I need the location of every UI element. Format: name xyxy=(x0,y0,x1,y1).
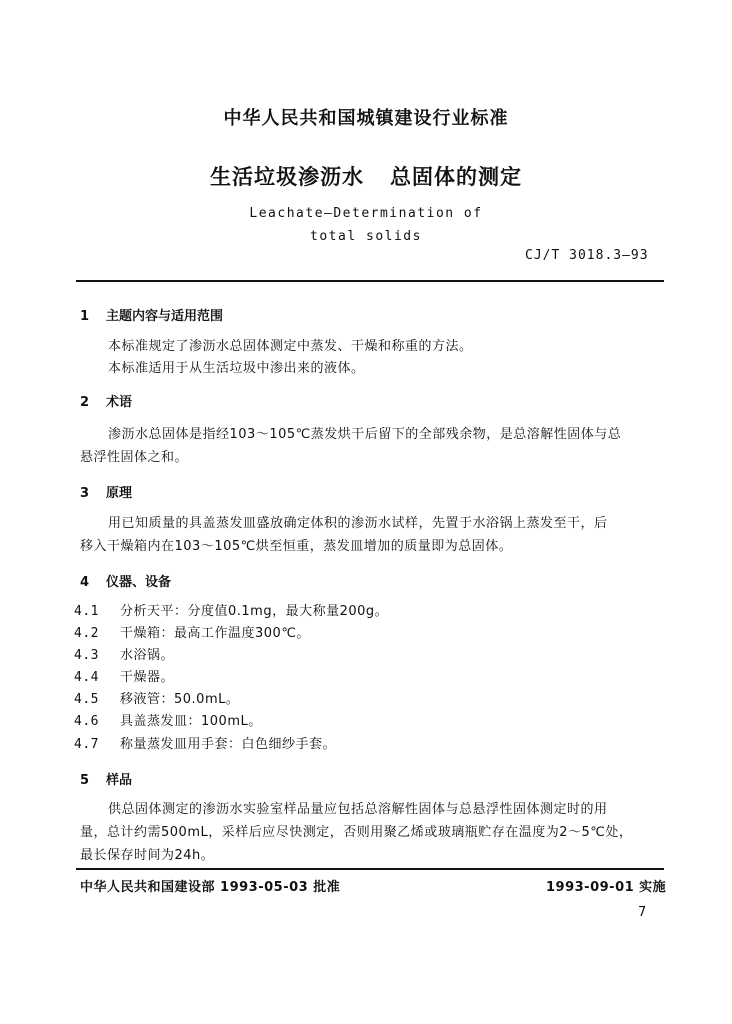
equipment-item: 4.1 分析天平：分度值0.1mg，最大称量200g。 xyxy=(74,604,389,619)
section-4-heading: 4 仪器、设备 xyxy=(80,575,172,590)
approval-line: 中华人民共和国建设部 1993-05-03 批准 xyxy=(80,880,341,895)
section-5-line-1: 供总固体测定的渗沥水实验室样品量应包括总溶解性固体与总悬浮性固体测定时的用 xyxy=(108,802,608,817)
section-5-line-2: 量，总计约需500mL，采样后应尽快测定，否则用聚乙烯或玻璃瓶贮存在温度为2～5℃处， xyxy=(80,825,633,840)
equipment-item: 4.3 水浴锅。 xyxy=(74,648,175,663)
document-title xyxy=(0,161,732,191)
equipment-item: 4.5 移液管：50.0mL。 xyxy=(74,692,240,707)
section-3-line-1: 用已知质量的具盖蒸发皿盛放确定体积的渗沥水试样，先置于水浴锅上蒸发至干，后 xyxy=(108,516,608,531)
section-3-line-2: 移入干燥箱内在103～105℃烘至恒重，蒸发皿增加的质量即为总固体。 xyxy=(80,539,513,554)
title-part-1: 生活垃圾渗沥水 xyxy=(210,165,364,189)
equipment-item: 4.2 干燥箱：最高工作温度300℃。 xyxy=(74,626,310,641)
section-5-heading: 5 样品 xyxy=(80,773,133,788)
header-rule xyxy=(76,280,664,282)
title-part-2: 总固体的测定 xyxy=(390,165,522,189)
section-1-line-1: 本标准规定了渗沥水总固体测定中蒸发、干燥和称重的方法。 xyxy=(108,339,473,354)
equipment-item: 4.4 干燥器。 xyxy=(74,670,175,685)
footer-rule xyxy=(76,868,664,870)
section-1-line-2: 本标准适用于从生活垃圾中渗出来的液体。 xyxy=(108,361,365,376)
standard-code: CJ/T 3018.3—93 xyxy=(525,248,649,263)
section-2-line-2: 悬浮性固体之和。 xyxy=(80,450,189,465)
equipment-item: 4.6 具盖蒸发皿：100mL。 xyxy=(74,714,262,729)
section-5-line-3: 最长保存时间为24h。 xyxy=(80,848,215,863)
equipment-item: 4.7 称量蒸发皿用手套：白色细纱手套。 xyxy=(74,737,337,752)
english-title-line-2: total solids xyxy=(310,229,422,244)
section-2-line-1: 渗沥水总固体是指经103～105℃蒸发烘干后留下的全部残余物，是总溶解性固体与总 xyxy=(108,427,622,442)
english-title-line-1: Leachate—Determination of xyxy=(249,206,483,221)
page-number: 7 xyxy=(638,905,647,920)
effective-date: 1993-09-01 实施 xyxy=(546,880,667,895)
section-3-heading: 3 原理 xyxy=(80,486,133,501)
issuing-organization: 中华人民共和国城镇建设行业标准 xyxy=(223,108,509,129)
section-2-heading: 2 术语 xyxy=(80,395,133,410)
section-1-heading: 1 主题内容与适用范围 xyxy=(80,309,224,324)
